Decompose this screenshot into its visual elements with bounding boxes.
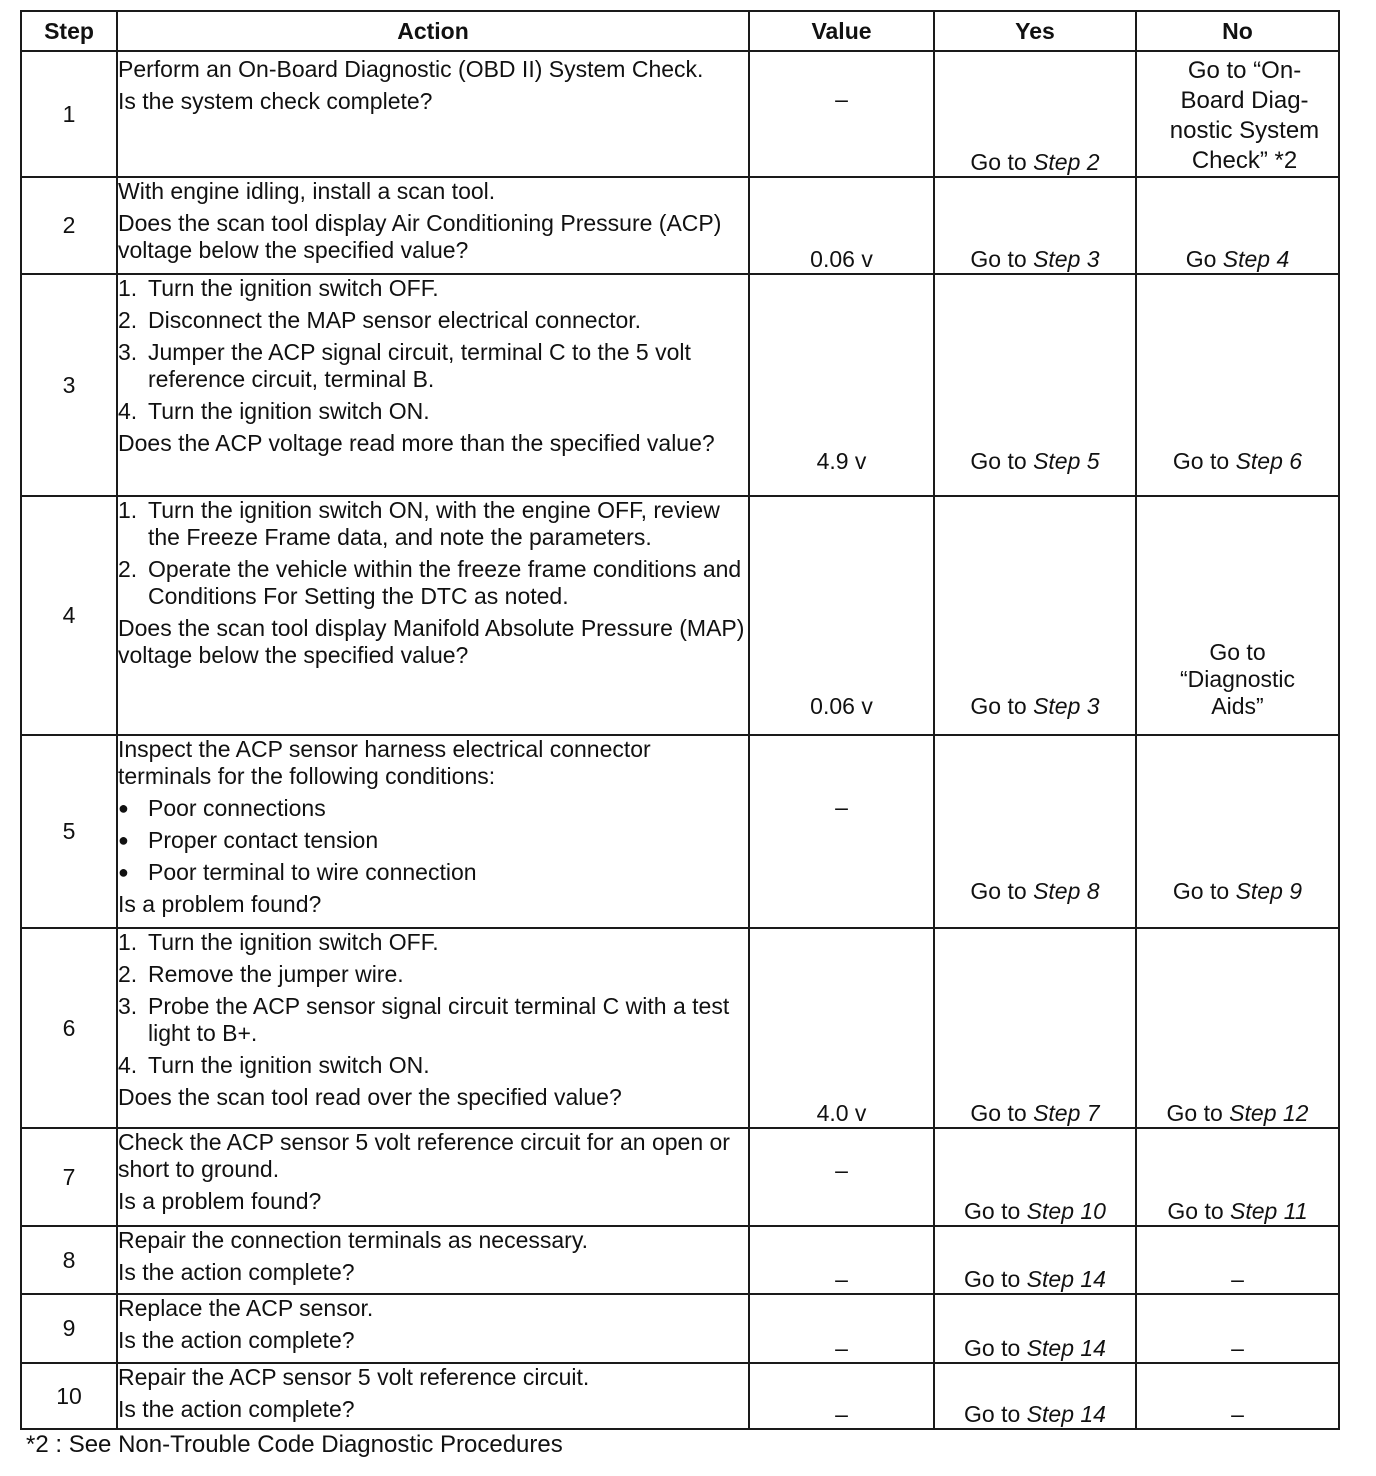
yes-cell	[934, 1363, 1136, 1429]
action-line: Perform an On-Board Diagnostic (OBD II) System Check.	[118, 56, 704, 82]
no-step-ref: Step 11	[1230, 1198, 1308, 1224]
action-question: Does the ACP voltage read more than the specified value?	[118, 430, 715, 456]
diagnostic-table	[20, 10, 1340, 1430]
action-cell	[117, 1294, 749, 1363]
action-line: Repair the connection terminals as necessary.	[118, 1227, 589, 1253]
yes-step-ref: Step 3	[1033, 693, 1100, 719]
header-action: Action	[117, 11, 749, 51]
yes-cell	[934, 274, 1136, 496]
table-row	[21, 177, 1339, 274]
value-cell: –	[749, 1226, 934, 1294]
list-item: ● Poor connections	[118, 795, 326, 821]
action-cell	[117, 928, 749, 1128]
list-item: 1. Turn the ignition switch OFF.	[118, 929, 439, 955]
yes-step-ref: Step 10	[1026, 1198, 1106, 1224]
yes-cell	[934, 51, 1136, 177]
table-row	[21, 1226, 1339, 1294]
footnote: *2 : See Non-Trouble Code Diagnostic Procedures	[26, 1431, 563, 1458]
list-item: 2. Operate the vehicle within the freeze frame conditions and Conditions For Setting the DTC as noted.	[118, 556, 742, 609]
action-cell	[117, 177, 749, 274]
action-line: With engine idling, install a scan tool.	[118, 178, 496, 204]
action-question: Does the scan tool read over the specified value?	[118, 1084, 622, 1110]
table-row	[21, 274, 1339, 496]
action-line: Check the ACP sensor 5 volt reference circuit for an open or short to ground.	[118, 1129, 730, 1182]
action-question: Is the system check complete?	[118, 88, 433, 114]
list-item: 2. Disconnect the MAP sensor electrical connector.	[118, 307, 642, 333]
action-cell	[117, 51, 749, 177]
list-item: 2. Remove the jumper wire.	[118, 961, 404, 987]
yes-cell	[934, 177, 1136, 274]
table-row	[21, 51, 1339, 177]
yes-prefix: Go to	[964, 1335, 1021, 1361]
header-yes: Yes	[934, 11, 1136, 51]
yes-cell	[934, 1128, 1136, 1226]
value-cell: –	[749, 51, 934, 177]
step-number: 7	[21, 1128, 117, 1226]
yes-prefix: Go to	[970, 149, 1027, 175]
step-number: 10	[21, 1363, 117, 1429]
header-step: Step	[21, 11, 117, 51]
no-step-ref: Step 9	[1235, 878, 1303, 904]
step-number: 8	[21, 1226, 117, 1294]
no-step-ref: Step 4	[1222, 246, 1290, 272]
action-cell	[117, 1128, 749, 1226]
yes-prefix: Go to	[970, 878, 1027, 904]
action-line: Repair the ACP sensor 5 volt reference circuit.	[118, 1364, 590, 1390]
step-number: 6	[21, 928, 117, 1128]
no-cell	[1136, 735, 1339, 928]
list-item: 4. Turn the ignition switch ON.	[118, 398, 430, 424]
list-item: ● Poor terminal to wire connection	[118, 859, 477, 885]
action-cell	[117, 496, 749, 735]
value-cell: 0.06 v	[749, 496, 934, 735]
header-no: No	[1136, 11, 1339, 51]
yes-cell	[934, 1294, 1136, 1363]
yes-step-ref: Step 3	[1033, 246, 1100, 272]
no-cell: Go to “Diagnostic Aids”	[1136, 496, 1339, 735]
action-question: Does the scan tool display Manifold Absolute Pressure (MAP) voltage below the specified value?	[118, 615, 745, 668]
list-item: 1. Turn the ignition switch ON, with the engine OFF, review the Freeze Frame data, and note the parameters.	[118, 497, 720, 550]
yes-step-ref: Step 14	[1026, 1401, 1106, 1427]
list-item: 3. Probe the ACP sensor signal circuit terminal C with a test light to B+.	[118, 993, 730, 1046]
value-cell: –	[749, 1128, 934, 1226]
action-cell	[117, 1363, 749, 1429]
value-cell: –	[749, 1363, 934, 1429]
yes-step-ref: Step 14	[1026, 1335, 1106, 1361]
no-cell: –	[1136, 1363, 1339, 1429]
no-cell	[1136, 177, 1339, 274]
yes-cell	[934, 928, 1136, 1128]
step-number: 4	[21, 496, 117, 735]
table-row	[21, 1128, 1339, 1226]
yes-prefix: Go to	[970, 246, 1027, 272]
step-number: 5	[21, 735, 117, 928]
yes-prefix: Go to	[970, 693, 1027, 719]
step-number: 2	[21, 177, 117, 274]
action-cell	[117, 735, 749, 928]
yes-step-ref: Step 8	[1033, 878, 1100, 904]
action-line: Replace the ACP sensor.	[118, 1295, 374, 1321]
yes-step-ref: Step 14	[1026, 1266, 1106, 1292]
header-value: Value	[749, 11, 934, 51]
table-row	[21, 928, 1339, 1128]
action-question: Does the scan tool display Air Conditioning Pressure (ACP) voltage below the specified value?	[118, 210, 722, 263]
yes-step-ref: Step 2	[1033, 149, 1100, 175]
value-cell: –	[749, 1294, 934, 1363]
action-cell	[117, 1226, 749, 1294]
yes-prefix: Go to	[964, 1198, 1021, 1224]
list-item: 4. Turn the ignition switch ON.	[118, 1052, 430, 1078]
value-cell: 4.0 v	[749, 928, 934, 1128]
list-item: 3. Jumper the ACP signal circuit, terminal C to the 5 volt reference circuit, terminal B.	[118, 339, 691, 392]
yes-step-ref: Step 5	[1033, 448, 1100, 474]
step-number: 1	[21, 51, 117, 177]
no-cell: Go to “On-Board Diag-nostic System Check” *2	[1136, 51, 1339, 177]
yes-cell	[934, 735, 1136, 928]
yes-prefix: Go to	[970, 1100, 1027, 1126]
yes-prefix: Go to	[964, 1401, 1021, 1427]
list-item: ● Proper contact tension	[118, 827, 379, 853]
no-prefix: Go to	[1167, 1198, 1224, 1224]
no-cell: –	[1136, 1226, 1339, 1294]
yes-cell	[934, 496, 1136, 735]
step-number: 9	[21, 1294, 117, 1363]
action-question: Is a problem found?	[118, 1188, 322, 1214]
value-cell: 4.9 v	[749, 274, 934, 496]
header-row	[21, 11, 1339, 51]
yes-prefix: Go to	[970, 448, 1027, 474]
action-question: Is a problem found?	[118, 891, 322, 917]
table-row	[21, 1363, 1339, 1429]
list-item: 1. Turn the ignition switch OFF.	[118, 275, 439, 301]
no-prefix: Go	[1185, 246, 1217, 272]
yes-cell	[934, 1226, 1136, 1294]
no-prefix: Go to	[1166, 1100, 1223, 1126]
no-step-ref: Step 12	[1229, 1100, 1309, 1126]
action-cell	[117, 274, 749, 496]
value-cell: –	[749, 735, 934, 928]
no-prefix: Go to	[1172, 878, 1230, 904]
value-cell: 0.06 v	[749, 177, 934, 274]
action-intro: Inspect the ACP sensor harness electrical connector terminals for the following conditions:	[118, 736, 651, 789]
no-step-ref: Step 6	[1235, 448, 1303, 474]
table-row	[21, 735, 1339, 928]
action-question: Is the action complete?	[118, 1327, 355, 1353]
no-cell	[1136, 1128, 1339, 1226]
table-row	[21, 1294, 1339, 1363]
no-prefix: Go to	[1172, 448, 1230, 474]
yes-step-ref: Step 7	[1033, 1100, 1100, 1126]
action-question: Is the action complete?	[118, 1259, 355, 1285]
table-row	[21, 496, 1339, 735]
yes-prefix: Go to	[964, 1266, 1021, 1292]
no-cell	[1136, 928, 1339, 1128]
no-cell	[1136, 274, 1339, 496]
action-question: Is the action complete?	[118, 1396, 355, 1422]
no-cell: –	[1136, 1294, 1339, 1363]
step-number: 3	[21, 274, 117, 496]
